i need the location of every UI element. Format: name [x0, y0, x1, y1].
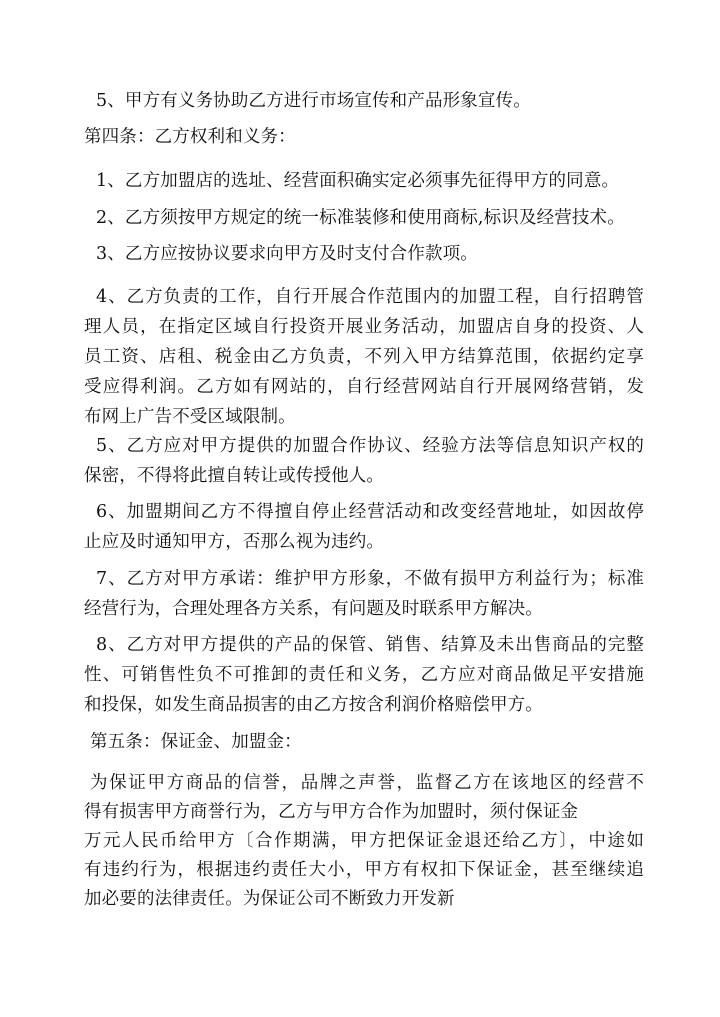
paragraph-line: 为保证甲方商品的信誉，品牌之声誉，监督乙方在该地区的经营不 — [90, 773, 644, 793]
paragraph-line: 8、乙方对甲方提供的产品的保管、销售、结算及未出售商品的完整 — [96, 635, 644, 655]
paragraph-line: 4、乙方负责的工作，自行开展合作范围内的加盟工程，自行招聘管 — [96, 287, 644, 307]
paragraph-line: 有违约行为，根据违约责任大小，甲方有权扣下保证金，甚至继续追 — [84, 860, 644, 880]
paragraph-line: 7、乙方对甲方承诺：维护甲方形象，不做有损甲方利益行为；标准 — [96, 569, 644, 589]
section-heading: 第五条：保证金、加盟金： — [90, 732, 302, 752]
paragraph-line: 和投保，如发生商品损害的由乙方按含利润价格赔偿甲方。 — [84, 695, 543, 715]
section-heading: 第四条：乙方权利和义务： — [84, 127, 296, 147]
paragraph-line: 布网上广告不受区域限制。 — [84, 407, 296, 427]
paragraph-line: 2、乙方须按甲方规定的统一标准装修和使用商标,标识及经营技术。 — [96, 208, 625, 228]
paragraph-line: 万元人民币给甲方〔合作期满，甲方把保证金退还给乙方〕，中途如 — [84, 831, 644, 851]
paragraph-line: 得有损害甲方商誉行为，乙方与甲方合作为加盟时，须付保证金 — [84, 802, 579, 822]
paragraph-line: 止应及时通知甲方，否那么视为违约。 — [84, 532, 385, 552]
paragraph-line: 保密，不得将此擅自转让或传授他人。 — [84, 466, 385, 486]
paragraph-line: 1、乙方加盟店的选址、经营面积确实定必须事先征得甲方的同意。 — [96, 171, 620, 191]
paragraph-line: 加必要的法律责任。为保证公司不断致力开发新 — [84, 889, 455, 909]
paragraph-line: 5、甲方有义务协助乙方进行市场宣传和产品形象宣传。 — [96, 91, 531, 111]
paragraph-line: 员工资、店租、税金由乙方负责，不列入甲方结算范围，依据约定享 — [84, 347, 644, 367]
paragraph-line: 受应得利润。乙方如有网站的，自行经营网站自行开展网络营销，发 — [84, 377, 644, 397]
paragraph-line: 经营行为，合理处理各方关系，有问题及时联系甲方解决。 — [84, 599, 543, 619]
paragraph-line: 5、乙方应对甲方提供的加盟合作协议、经验方法等信息知识产权的 — [96, 436, 644, 456]
paragraph-line: 3、乙方应按协议要求向甲方及时支付合作款项。 — [96, 244, 478, 264]
paragraph-line: 6、加盟期间乙方不得擅自停止经营活动和改变经营地址，如因故停 — [96, 502, 644, 522]
paragraph-line: 性、可销售性负不可推卸的责任和义务，乙方应对商品做足平安措施 — [84, 665, 644, 685]
paragraph-line: 理人员，在指定区域自行投资开展业务活动，加盟店自身的投资、人 — [84, 317, 644, 337]
